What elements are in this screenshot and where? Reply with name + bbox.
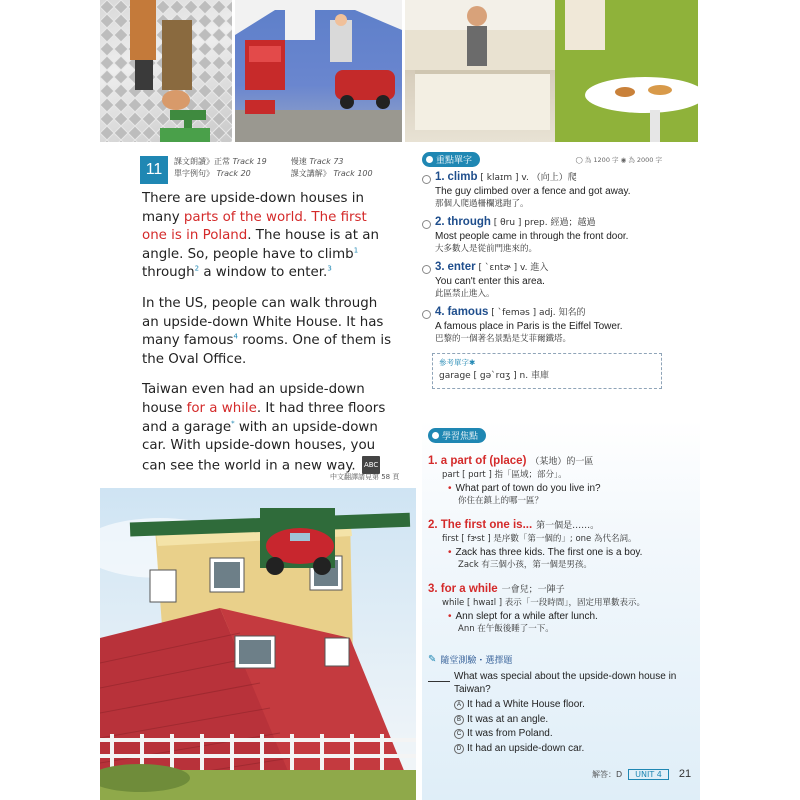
vocab-meaning: 進入 xyxy=(530,263,549,273)
bullet-icon: • xyxy=(448,547,452,558)
option-letter-icon: A xyxy=(454,700,464,710)
focus-meaning: 第一個是……。 xyxy=(536,521,600,531)
option-text: It had a White House floor. xyxy=(467,699,585,710)
audio-track-list xyxy=(174,156,373,180)
quiz-question: What was special about the upside-down house in Taiwan? xyxy=(428,670,688,696)
unit-badge: UNIT 4 xyxy=(628,769,669,780)
vocab-word[interactable]: 1. xyxy=(435,171,445,183)
vocab-item xyxy=(422,216,662,255)
focus-meaning: 一會兒；一陣子 xyxy=(501,585,565,595)
paragraph-1: There are upside-down houses in many parts of the world. The first one is in Poland. The house is at an angle. So, people have to climb$^1$ through$^2$ a window to enter.$^3$ xyxy=(142,191,379,281)
vocab-ipa: [ ˋfeməs ] adj. xyxy=(491,308,556,318)
quiz-options xyxy=(454,698,688,756)
focus-explanation: first [ fɝst ] 是序數「第一個的」; one 為代名詞。 xyxy=(442,534,637,544)
upside-down-kitchen-photo xyxy=(405,0,698,142)
lesson-header xyxy=(140,156,373,184)
vocab-word[interactable]: 4. xyxy=(435,306,445,318)
vocab-example: Most people came in through the front door. xyxy=(435,231,629,242)
focus-example: • Ann slept for a while after lunch. xyxy=(448,611,598,622)
answer-blank[interactable] xyxy=(428,670,450,682)
vocab-meaning: 知名的 xyxy=(558,308,586,318)
vocab-ipa: [ θru ] prep. xyxy=(493,218,548,228)
bullet-icon xyxy=(426,156,433,163)
track-lecture[interactable]: 課文講解》 Track 100 xyxy=(290,169,373,178)
translation-reference: 中文翻譯請見第 58 頁 xyxy=(330,473,400,481)
vocab-example: You can't enter this area. xyxy=(435,276,545,287)
focus-list xyxy=(428,449,688,635)
highlight-first-one: The first one is in Poland xyxy=(142,209,367,244)
vocab-example-translation: 此區禁止進入。 xyxy=(435,289,495,299)
vocab-meaning: 經過；越過 xyxy=(550,218,596,228)
option-text: It had an upside-down car. xyxy=(467,742,585,754)
level-circle-icon xyxy=(422,265,431,274)
vocab-section xyxy=(422,152,662,389)
vocab-example-translation: 那個人爬過柵欄逃跑了。 xyxy=(435,199,529,209)
vocab-item xyxy=(422,306,662,345)
focus-example-translation: Zack 有三個小孩，第一個是男孩。 xyxy=(458,560,592,570)
focus-example: • What part of town do you live in? xyxy=(448,483,601,494)
vocab-word-text[interactable]: through xyxy=(447,216,491,228)
learning-focus-panel xyxy=(422,420,700,800)
option-text: It was from Poland. xyxy=(467,728,553,739)
quiz-option[interactable] xyxy=(454,742,688,757)
vocab-example: The guy climbed over a fence and got away. xyxy=(435,186,631,197)
vocab-word[interactable]: 2. xyxy=(435,216,445,228)
reference-star: * xyxy=(231,419,235,428)
vocab-example: A famous place in Paris is the Eiffel Tower. xyxy=(435,321,623,332)
abc-audio-icon[interactable]: ABC xyxy=(362,456,380,475)
bullet-icon: • xyxy=(448,483,452,494)
focus-phrase: 3. for a while xyxy=(428,583,498,595)
quiz-section xyxy=(428,647,688,756)
option-letter-icon: D xyxy=(454,744,464,754)
photo-strip xyxy=(100,0,698,142)
focus-section-tag: 學習焦點 xyxy=(428,428,486,443)
focus-explanation: part [ pɑrt ] 指「區域；部分」。 xyxy=(442,470,567,480)
bullet-icon xyxy=(432,432,439,439)
vocab-word-text[interactable]: climb xyxy=(447,171,478,183)
focus-example: • Zack has three kids. The first one is a boy. xyxy=(448,547,643,558)
quiz-option[interactable] xyxy=(454,698,688,713)
focus-example-translation: Ann 在午飯後睡了一下。 xyxy=(458,624,554,634)
footnote-3: 3 xyxy=(327,264,332,273)
footnote-4: 4 xyxy=(233,332,239,341)
track-vocab-examples[interactable]: 單字例句》 Track 20 xyxy=(174,169,251,178)
option-letter-icon: C xyxy=(454,729,464,739)
upside-down-room-photo-1 xyxy=(100,0,232,142)
paragraph-2: In the US, people can walk through an upside-down White House. It has many famous$^4$ rooms. One of them is the Oval Office. xyxy=(142,295,392,367)
quiz-option[interactable] xyxy=(454,727,688,742)
reference-label: 參考單字✱ xyxy=(439,358,476,367)
upside-down-house-photo xyxy=(100,488,416,800)
quiz-tag: ✎ 隨堂測驗・選擇題 xyxy=(428,654,513,666)
vocab-example-translation: 大多數人是從前門進來的。 xyxy=(435,244,538,254)
vocab-meaning: （向上）爬 xyxy=(531,173,577,183)
track-normal[interactable]: 課文朗讀》正常 Track 19 xyxy=(174,157,267,166)
reference-vocab-box xyxy=(432,353,662,389)
highlight-parts-of-the-world: parts of the world xyxy=(183,209,303,225)
highlight-for-a-while: for a while xyxy=(186,400,257,416)
focus-example-translation: 你住在鎮上的哪一區？ xyxy=(458,496,544,506)
reference-word: garage [ gəˋrɑʒ ] n. 車庫 xyxy=(439,371,549,381)
footnote-1: 1 xyxy=(353,246,359,255)
vocab-list xyxy=(422,171,662,345)
lesson-number: 11 xyxy=(140,156,168,184)
focus-item xyxy=(428,577,688,635)
footnote-2: 2 xyxy=(194,264,200,273)
vocab-word[interactable]: 3. xyxy=(435,261,445,273)
paragraph-3: Taiwan even had an upside-down house for a while. It had three floors and a garage* with an upside-down car. With upside-down houses, you can see the world in a new way. ABC xyxy=(142,382,386,474)
option-text: It was at an angle. xyxy=(467,713,549,725)
page-number: 21 xyxy=(678,768,692,780)
level-circle-icon xyxy=(422,175,431,184)
vocab-item xyxy=(422,261,662,300)
track-slow[interactable]: 慢速 Track 73 xyxy=(290,157,344,166)
page-footer xyxy=(592,768,691,780)
focus-item xyxy=(428,449,688,507)
bullet-icon: • xyxy=(448,611,452,622)
focus-phrase: 1. a part of (place) xyxy=(428,455,527,467)
vocab-example-translation: 巴黎的一個著名景點是艾菲爾鐵塔。 xyxy=(435,334,572,344)
focus-phrase: 2. The first one is... xyxy=(428,519,533,531)
level-circle-icon xyxy=(422,310,431,319)
option-letter-icon: B xyxy=(454,715,464,725)
vocab-ipa: [ ˋɛntɚ ] v. xyxy=(478,263,528,273)
vocab-section-tag: 重點單字 xyxy=(422,152,480,167)
level-circle-icon xyxy=(422,220,431,229)
answer-key: 解答：D xyxy=(592,769,623,779)
upside-down-bedroom-photo xyxy=(235,0,402,142)
pencil-icon: ✎ xyxy=(428,654,437,665)
vocab-word-text[interactable]: enter xyxy=(447,261,476,273)
focus-item xyxy=(428,513,688,571)
level-legend: ◯ 為 1200 字 ◉ 為 2000 字 xyxy=(575,156,662,164)
focus-explanation: while [ hwaɪl ] 表示「一段時間」，固定用單數表示。 xyxy=(442,598,646,608)
reading-passage xyxy=(142,190,392,488)
vocab-ipa: [ klaɪm ] v. xyxy=(480,173,529,183)
vocab-item xyxy=(422,171,662,210)
quiz-option[interactable] xyxy=(454,713,688,728)
vocab-word-text[interactable]: famous xyxy=(447,306,489,318)
focus-meaning: （某地）的一區 xyxy=(530,457,594,467)
